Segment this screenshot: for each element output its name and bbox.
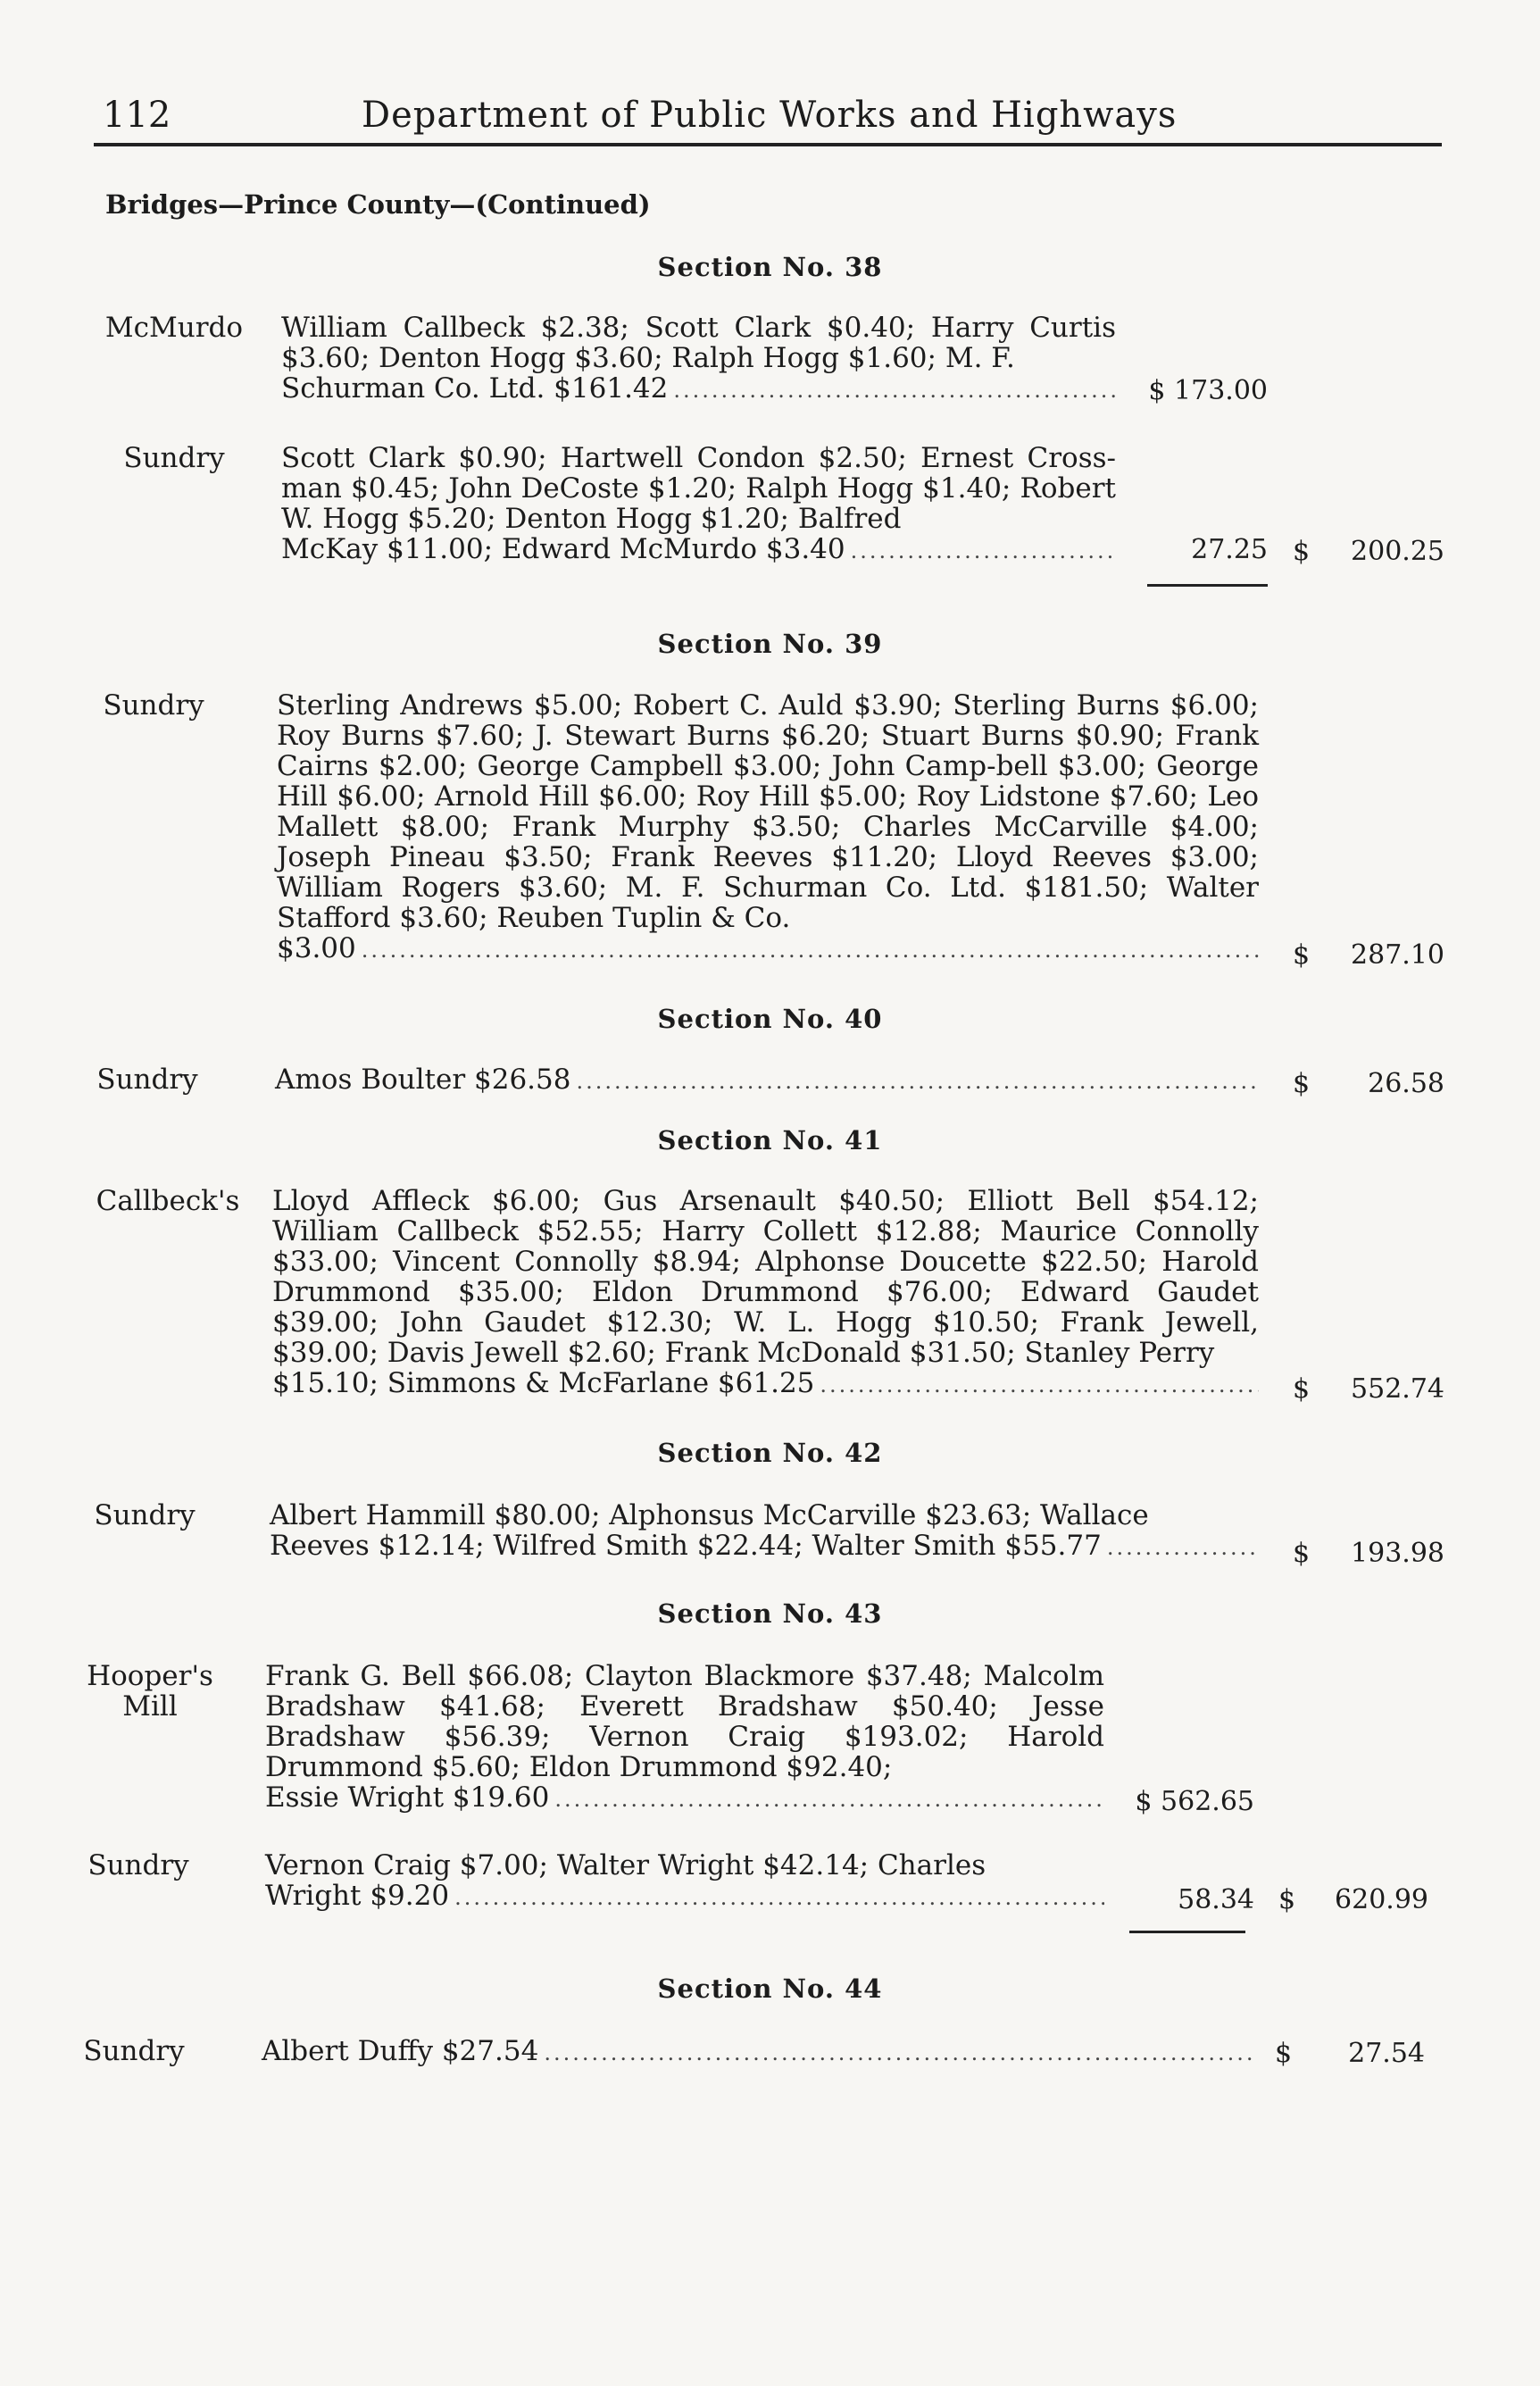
entry-description [281,313,1116,405]
entry-text: Sterling Andrews $5.00; Robert C. Auld $3.90; Sterling Burns $6.00; Roy Burns $7.60; J. Stewart Burns $6.20; Stuart Burns $0.90; Frank Cairns $2.00; George Campbell $3.00; John Camp-bell $3.00; George Hill $6.00; Arnold Hill $6.00; Roy Hill $5.00; Roy Lidstone $7.60; Leo Mallett $8.00; Frank Murphy $3.50; Charles McCarville $4.00; Joseph Pineau $3.50; Frank Reeves $11.20; Lloyd Reeves $3.00; William Rogers $3.60; M. F. Schurman Co. Ltd. $181.50; Walter Stafford $3.60; Reuben Tuplin & Co. [277,689,1259,934]
entry-text-last: Amos Boulter $26.58 [275,1064,571,1096]
dollar-sign: $ [1293,939,1311,971]
entry-total: 552.74 [1351,1373,1444,1405]
entry-description [281,443,1116,566]
entry-text: Scott Clark $0.90; Hartwell Condon $2.50; Ernest Cross-man $0.45; John DeCoste $1.20; Ralph Hogg $1.40; Robert W. Hogg $5.20; Denton Hogg $1.20; Balfred [281,442,1116,535]
entry-subtotal: 27.25 [1191,534,1268,565]
dollar-sign: $ [1293,1538,1311,1569]
entry-text-last: $3.00 [277,932,356,964]
section-heading: Section No. 39 [657,629,883,659]
entry-text: Lloyd Affleck $6.00; Gus Arsenault $40.50; Elliott Bell $54.12; William Callbeck $52.55; Harry Collett $12.88; Maurice Connolly $33.00; Vincent Connolly $8.94; Alphonse Doucette $22.50; Harold Drummond $35.00; Eldon Drummond $76.00; Edward Gaudet $39.00; John Gaudet $12.30; W. L. Hogg $10.50; Frank Jewell, $39.00; Davis Jewell $2.60; Frank McDonald $31.50; Stanley Perry [272,1185,1259,1369]
entry-place: Sundry [103,689,204,722]
entry-description [265,1661,1104,1815]
entry-text-last: Wright $9.20 [265,1880,450,1912]
dot-leader [554,1784,1104,1815]
entry-place: Callbeck's [96,1185,240,1217]
entry-text: Albert Hammill $80.00; Alphonsus McCarville $23.63; Wallace [270,1499,1149,1531]
entry-description [272,1186,1259,1400]
entry-total: 287.10 [1351,939,1444,971]
dot-leader [851,536,1116,566]
section-heading: Section No. 41 [657,1125,883,1155]
entry-total: 620.99 [1335,1884,1428,1915]
dollar-sign: $ [1293,536,1311,567]
entry-total: 200.25 [1351,536,1444,567]
entry-place: Hooper's Mill [87,1660,213,1723]
sum-rule [1147,584,1268,587]
entry-text-last: $15.10; Simmons & McFarlane $61.25 [272,1367,815,1399]
dot-leader [544,2038,1253,2068]
entry-subtotal: 58.34 [1178,1884,1254,1915]
entry-subtotal: $ 562.65 [1135,1786,1254,1817]
entry-place: Sundry [83,2035,185,2067]
section-heading: Section No. 40 [657,1004,883,1034]
entry-subtotal: $ 173.00 [1148,375,1268,406]
running-title: Department of Public Works and Highways [362,95,1178,136]
page-number: 112 [103,95,171,136]
dollar-sign: $ [1293,1373,1311,1405]
dot-leader [454,1882,1104,1913]
dot-leader [673,375,1116,405]
entry-total: 26.58 [1368,1068,1444,1099]
running-header [94,89,1442,146]
entry-place: Sundry [123,442,225,474]
continued-title: Bridges—Prince County—(Continued) [105,189,651,220]
dot-leader [1107,1532,1259,1563]
entry-place: Sundry [87,1849,189,1881]
section-heading: Section No. 38 [657,252,883,282]
dot-leader [576,1066,1257,1097]
dollar-sign: $ [1275,2038,1293,2069]
section-heading: Section No. 42 [657,1438,883,1468]
dot-leader [820,1370,1259,1400]
entry-description [270,1500,1259,1563]
section-heading: Section No. 43 [657,1598,883,1629]
entry-text: William Callbeck $2.38; Scott Clark $0.40; Harry Curtis $3.60; Denton Hogg $3.60; Ralph Hogg $1.60; M. F. [281,312,1116,374]
entry-text-last: Essie Wright $19.60 [265,1781,550,1814]
entry-text: Vernon Craig $7.00; Walter Wright $42.14; Charles [265,1849,986,1881]
entry-description [265,1850,1104,1913]
entry-place: McMurdo [104,312,244,344]
entry-total: 27.54 [1348,2038,1425,2069]
entry-text-last: Albert Duffy $27.54 [262,2035,539,2067]
entry-place: Sundry [96,1064,198,1096]
entry-place: Sundry [94,1499,196,1531]
entry-text-last: McKay $11.00; Edward McMurdo $3.40 [281,533,845,565]
sum-rule [1129,1931,1245,1933]
entry-total: 193.98 [1351,1538,1444,1569]
entry-description [275,1064,1257,1097]
section-heading: Section No. 44 [657,1973,883,2004]
entry-text-last: Schurman Co. Ltd. $161.42 [281,372,669,405]
dollar-sign: $ [1293,1068,1311,1099]
dot-leader [362,935,1259,965]
entry-description [277,690,1259,965]
entry-description [262,2036,1253,2068]
dollar-sign: $ [1278,1884,1296,1915]
entry-text-last: Reeves $12.14; Wilfred Smith $22.44; Walter Smith $55.77 [270,1530,1102,1562]
entry-text: Frank G. Bell $66.08; Clayton Blackmore $37.48; Malcolm Bradshaw $41.68; Everett Bradshaw $50.40; Jesse Bradshaw $56.39; Vernon Craig $193.02; Harold Drummond $5.60; Eldon Drummond $92.40; [265,1660,1104,1783]
